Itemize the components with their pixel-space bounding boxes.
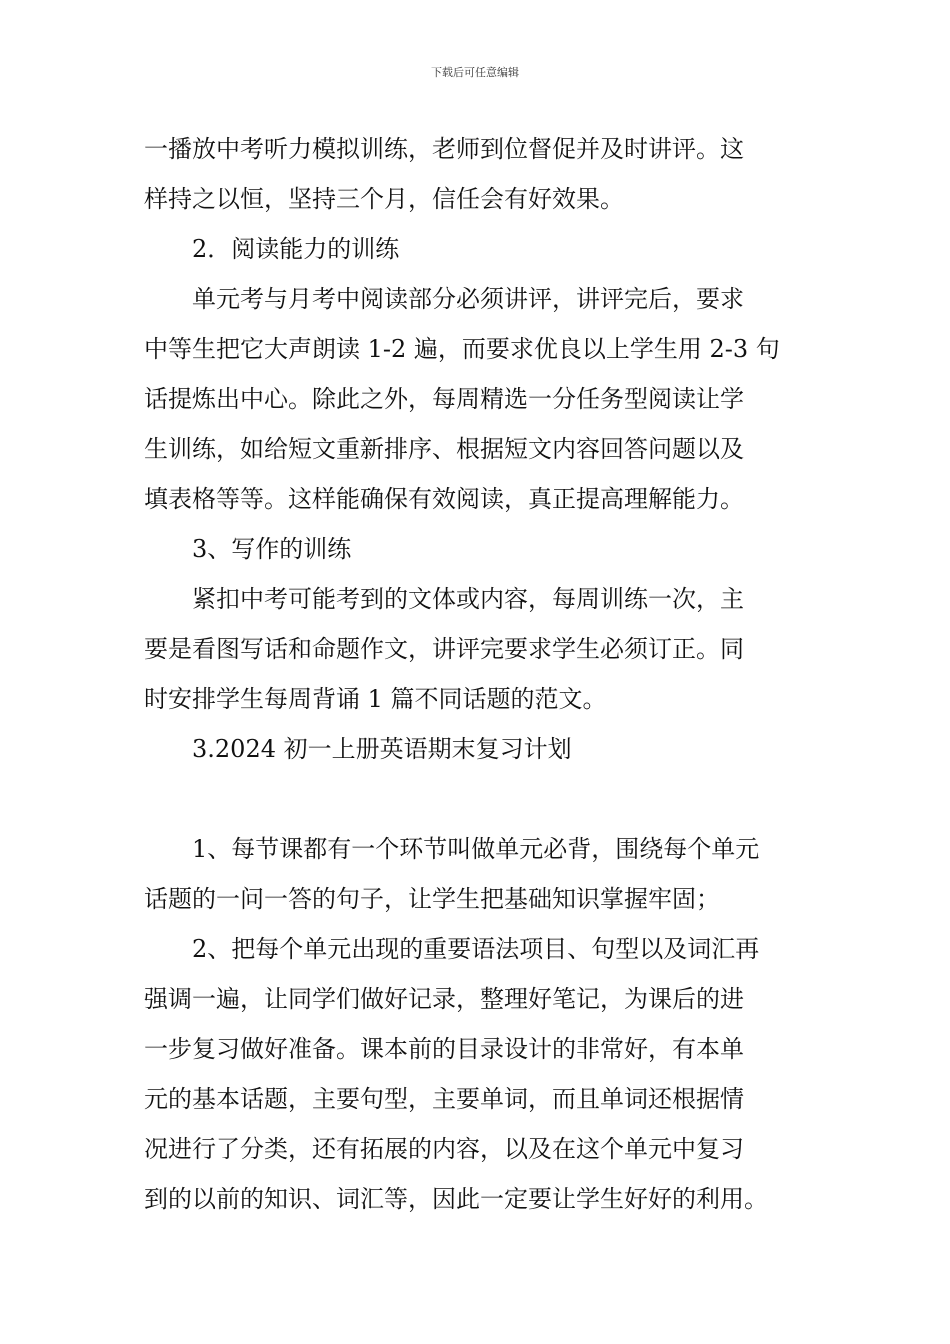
text-line: 单元考与月考中阅读部分必须讲评，讲评完后，要求: [192, 285, 744, 313]
text-line: 一步复习做好准备。课本前的目录设计的非常好，有本单: [144, 1035, 744, 1063]
text-line: 中等生把它大声朗读 1-2 遍，而要求优良以上学生用 2-3 句: [144, 335, 780, 363]
text-line: 话提炼出中心。除此之外，每周精选一分任务型阅读让学: [144, 385, 744, 413]
section-title: 3.2024 初一上册英语期末复习计划: [192, 735, 572, 763]
text-line: 填表格等等。这样能确保有效阅读，真正提高理解能力。: [144, 485, 744, 513]
page-header: 下载后可任意编辑: [431, 66, 519, 79]
text-line: 样持之以恒，坚持三个月，信任会有好效果。: [144, 185, 624, 213]
text-line: 到的以前的知识、词汇等，因此一定要让学生好好的利用。: [144, 1185, 768, 1213]
text-line: 1、每节课都有一个环节叫做单元必背，围绕每个单元: [192, 835, 760, 863]
text-line: 一播放中考听力模拟训练，老师到位督促并及时讲评。这: [144, 135, 744, 163]
text-line: 2、把每个单元出现的重要语法项目、句型以及词汇再: [192, 935, 760, 963]
text-line: 要是看图写话和命题作文，讲评完要求学生必须订正。同: [144, 635, 744, 663]
text-line: 况进行了分类，还有拓展的内容，以及在这个单元中复习: [144, 1135, 744, 1163]
section-heading: 2．阅读能力的训练: [192, 235, 400, 263]
section-heading: 3、写作的训练: [192, 535, 352, 563]
text-line: 话题的一问一答的句子，让学生把基础知识掌握牢固；: [144, 885, 720, 913]
text-line: 紧扣中考可能考到的文体或内容，每周训练一次，主: [192, 585, 744, 613]
text-line: 生训练，如给短文重新排序、根据短文内容回答问题以及: [144, 435, 744, 463]
text-line: 时安排学生每周背诵 1 篇不同话题的范文。: [144, 685, 607, 713]
text-line: 元的基本话题，主要句型，主要单词，而且单词还根据情: [144, 1085, 744, 1113]
text-line: 强调一遍，让同学们做好记录，整理好笔记，为课后的进: [144, 985, 744, 1013]
blank-line: [144, 774, 808, 824]
document-body: [144, 124, 808, 1224]
